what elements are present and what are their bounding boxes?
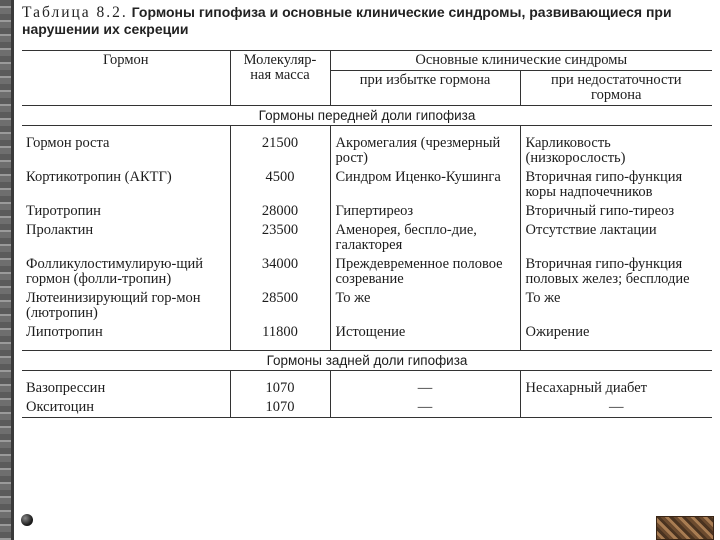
table-caption bbox=[22, 4, 712, 38]
table-row bbox=[22, 221, 712, 255]
corner-decoration bbox=[656, 516, 714, 540]
excess-syndrome: Синдром Иценко-Кушинга bbox=[330, 168, 520, 202]
excess-syndrome: То же bbox=[330, 289, 520, 323]
table-row bbox=[22, 379, 712, 398]
hormone-name: Лютеинизирующий гор-мон (лютропин) bbox=[26, 290, 201, 321]
table-row bbox=[22, 255, 712, 289]
deficiency-syndrome: Вторичная гипо-функция коры надпочечников bbox=[525, 169, 683, 200]
deficiency-syndrome: Вторичная гипо-функция половых желез; бесплодие bbox=[525, 256, 690, 287]
binding-strip bbox=[0, 0, 14, 540]
table-row bbox=[22, 202, 712, 221]
molecular-mass: 1070 bbox=[230, 398, 330, 418]
excess-syndrome: Преждевременное половое созревание bbox=[330, 255, 520, 289]
deficiency-syndrome: Ожирение bbox=[525, 324, 590, 340]
molecular-mass: 28000 bbox=[230, 202, 330, 221]
hormone-name: Окситоцин bbox=[22, 398, 230, 418]
hormone-name: Вазопрессин bbox=[26, 380, 106, 396]
section-title-posterior: Гормоны задней доли гипофиза bbox=[22, 351, 712, 371]
hormone-name: Пролактин bbox=[26, 222, 94, 238]
header-mass: Молекуляр-ная масса bbox=[230, 51, 330, 106]
table-row bbox=[22, 168, 712, 202]
excess-syndrome: — bbox=[330, 398, 520, 418]
excess-syndrome: Истощение bbox=[330, 323, 520, 342]
deficiency-syndrome: Карликовость (низкорослость) bbox=[525, 135, 626, 166]
header-deficiency: при недостаточности гормона bbox=[520, 71, 712, 106]
deficiency-syndrome: То же bbox=[525, 290, 561, 306]
molecular-mass: 23500 bbox=[230, 221, 330, 255]
molecular-mass: 34000 bbox=[230, 255, 330, 289]
deficiency-syndrome: Отсутствие лактации bbox=[525, 222, 657, 238]
excess-syndrome: Аменорея, беспло-дие, галакторея bbox=[330, 221, 520, 255]
deficiency-syndrome: Вторичный гипо-тиреоз bbox=[525, 203, 675, 219]
hormone-name: Гормон роста bbox=[26, 135, 110, 151]
hormone-name: Тиротропин bbox=[26, 203, 101, 219]
table-row bbox=[22, 289, 712, 323]
section-title-anterior: Гормоны передней доли гипофиза bbox=[22, 106, 712, 126]
header-excess: при избытке гормона bbox=[330, 71, 520, 106]
caption-title: Гормоны гипофиза и основные клинические синдромы, развивающиеся при нарушении их секреции bbox=[22, 4, 672, 37]
table-row bbox=[22, 323, 712, 342]
table-row bbox=[22, 398, 712, 418]
header-hormone: Гормон bbox=[22, 51, 230, 106]
header-syndromes: Основные клинические синдромы bbox=[330, 51, 712, 71]
deficiency-syndrome: Несахарный диабет bbox=[525, 380, 647, 396]
hormones-table bbox=[22, 50, 712, 418]
molecular-mass: 4500 bbox=[230, 168, 330, 202]
hormone-name: Липотропин bbox=[26, 324, 103, 340]
molecular-mass: 1070 bbox=[230, 379, 330, 398]
table-row bbox=[22, 134, 712, 168]
molecular-mass: 28500 bbox=[230, 289, 330, 323]
caption-prefix: Таблица 8.2. bbox=[22, 4, 128, 21]
deficiency-syndrome: — bbox=[520, 398, 712, 418]
hormone-name: Кортикотропин (АКТГ) bbox=[26, 169, 172, 185]
excess-syndrome: Гипертиреоз bbox=[330, 202, 520, 221]
excess-syndrome: — bbox=[330, 379, 520, 398]
hormone-name: Фолликулостимулирую-щий гормон (фолли-тропин) bbox=[26, 256, 204, 287]
molecular-mass: 21500 bbox=[230, 134, 330, 168]
bullet-icon bbox=[21, 514, 33, 526]
molecular-mass: 11800 bbox=[230, 323, 330, 342]
excess-syndrome: Акромегалия (чрезмерный рост) bbox=[330, 134, 520, 168]
